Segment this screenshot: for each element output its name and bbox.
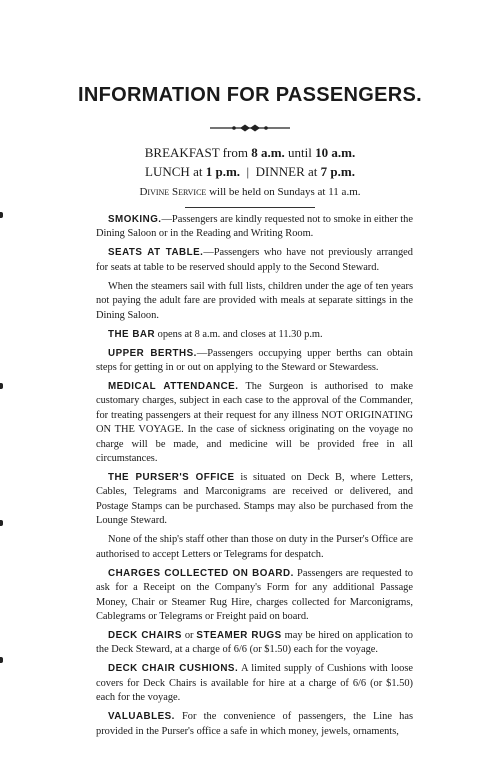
section-text: —Passengers occupying upper berths can obtain steps for getting in or out on applying to the Steward or Stewardess. — [96, 347, 414, 374]
section-cushions — [96, 662, 413, 705]
section-heading: MEDICAL ATTENDANCE. — [108, 381, 239, 393]
divine-service-label: Divine Service — [139, 186, 207, 198]
lunch-label: LUNCH — [145, 164, 190, 179]
section-heading: CHARGES COLLECTED ON BOARD. — [108, 567, 294, 579]
section-smoking — [96, 213, 413, 242]
breakfast-line: BREAKFAST from 8 a.m. until 10 a.m. — [144, 145, 356, 160]
page-edge-mark — [0, 212, 3, 218]
section-text: For the convenience of passengers, the Line has provided in the Purser's office a safe in which money, jewels, ornaments, — [96, 711, 413, 737]
page-edge-mark — [0, 520, 3, 526]
page-title: INFORMATION FOR PASSENGERS. — [77, 84, 423, 106]
section-seats-note: When the steamers sail with full lists, children under the age of ten years not paying the adult fare are provided with meals at separate sittings in the Dining Saloon. — [96, 280, 413, 321]
lunch-time: 1 p.m. — [205, 164, 241, 179]
section-heading: UPPER BERTHS. — [108, 347, 197, 359]
breakfast-end: 10 a.m. — [315, 145, 356, 160]
section-text: —Passengers who have not previously arranged for seats at table to be reserved should apply to the Second Steward. — [96, 247, 413, 273]
regulations-body — [96, 213, 413, 744]
dinner-label: DINNER — [255, 164, 305, 179]
meal-times — [0, 143, 500, 181]
page-edge-mark — [0, 657, 3, 663]
section-heading: THE BAR — [108, 328, 156, 340]
section-deck-chairs: DECK CHAIRS or STEAMER RUGS may be hired on application to the Deck Steward, at a charge of 6/6 (or $1.50) each for the voyage. — [96, 629, 413, 656]
section-heading: SMOKING. — [108, 214, 162, 225]
section-purser — [96, 471, 413, 529]
section-text: The Surgeon is authorised to make customary charges, subject in each case to the approval of the Commander, for treating passengers at their request for any illness NOT ORIGINATING ON THE VOYAGE. In the case of sickness originating on the voyage no charge will be made, and medicine will be provided free in all circumstances. — [96, 381, 413, 465]
section-heading: SEATS AT TABLE. — [108, 247, 204, 259]
section-text: —Passengers are kindly requested not to smoke in either the Dining Saloon or in the Reading and Writing Room. — [96, 214, 413, 240]
section-bar — [96, 328, 413, 342]
divine-service-line — [0, 186, 500, 198]
section-heading: VALUABLES. — [108, 711, 175, 723]
section-berths — [96, 347, 413, 376]
ornament-divider — [210, 124, 290, 132]
section-text: may be hired on application to the Deck Steward, at a charge of 6/6 (or $1.50) each for the voyage. — [96, 629, 413, 656]
lunch-dinner-line: LUNCH at 1 p.m. | DINNER at 7 p.m. — [145, 164, 355, 179]
section-heading: STEAMER RUGS — [196, 629, 282, 641]
meal-separator: | — [246, 164, 250, 179]
section-heading: THE PURSER'S OFFICE — [108, 472, 235, 484]
breakfast-start: 8 a.m. — [251, 145, 285, 160]
section-rule — [185, 207, 315, 208]
section-seats — [96, 246, 413, 275]
section-medical — [96, 380, 413, 466]
dinner-time: 7 p.m. — [320, 164, 355, 179]
section-charges — [96, 567, 413, 625]
section-text: opens at 8 a.m. and closes at 11.30 p.m. — [155, 328, 323, 340]
section-text: Passengers are requested to ask for a Receipt on the Company's Form for any additional Passage Money, Chair or Steamer Rug Hire, charges collected for Marconigrams, Cablegrams or Telegrams or Freight paid on board. — [96, 567, 413, 622]
breakfast-label: BREAKFAST — [144, 145, 220, 160]
divine-service-text: will be held on Sundays at 11 a.m. — [209, 186, 361, 198]
section-text: is situated on Deck B, where Letters, Cables, Telegrams and Marconigrams are received or delivered, and Postage Stamps can be purchased. Stamps may also be purchased from the Lounge Steward. — [96, 472, 413, 527]
section-valuables — [96, 710, 413, 739]
section-heading: DECK CHAIRS — [108, 629, 182, 641]
section-heading: DECK CHAIR CUSHIONS. — [108, 663, 239, 675]
section-purser-note: None of the ship's staff other than those on duty in the Purser's Office are authorised to accept Letters or Telegrams for despatch. — [96, 534, 413, 560]
page-edge-mark — [0, 383, 3, 389]
section-text: A limited supply of Cushions with loose covers for Deck Chairs is available for hire at a charge of 6/6 (or $1.50) each for the voyage. — [96, 663, 413, 704]
